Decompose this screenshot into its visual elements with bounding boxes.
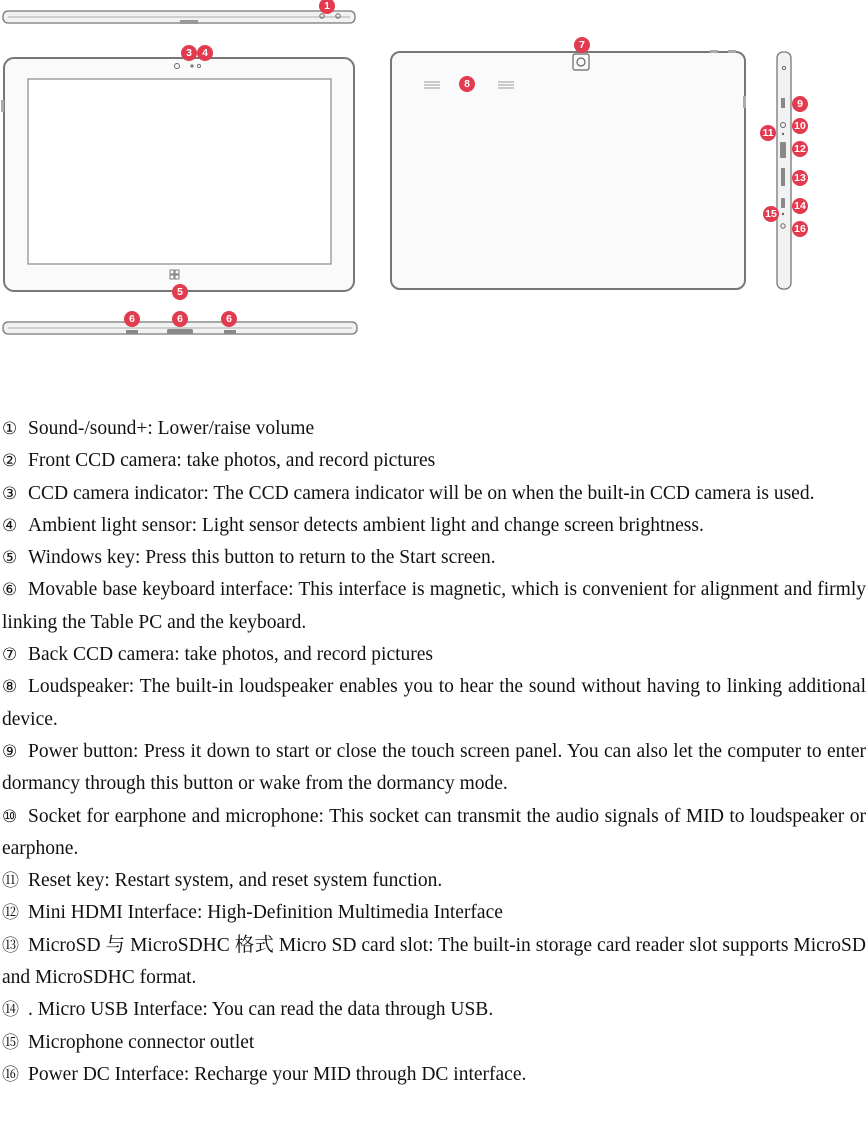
tablet-diagram: [0, 0, 866, 345]
legend-text: Loudspeaker: The built-in loudspeaker enables you to hear the sound without having to linking additional device.: [2, 676, 866, 730]
legend-number: ②: [2, 451, 18, 472]
svg-text:6: 6: [129, 313, 135, 325]
callout-6-center: [172, 311, 188, 327]
legend-text: . Micro USB Interface: You can read the data through USB.: [28, 999, 494, 1021]
legend-text: Ambient light sensor: Light sensor detects ambient light and change screen brightness.: [28, 514, 704, 536]
legend-text: CCD camera indicator: The CCD camera indicator will be on when the built-in CCD camera is used.: [28, 482, 815, 504]
callout-11: [760, 125, 776, 141]
legend-number: ④: [2, 515, 18, 536]
legend-number: ⑯: [2, 1064, 19, 1085]
callout-10: [792, 118, 808, 134]
legend-item-4: [2, 510, 866, 542]
svg-text:4: 4: [202, 47, 208, 59]
legend-text: Front CCD camera: take photos, and record pictures: [28, 450, 436, 472]
tablet-back-view: [391, 50, 746, 289]
legend-number: ⑧: [2, 677, 18, 698]
svg-text:11: 11: [762, 127, 774, 139]
legend-text: Sound-/sound+: Lower/raise volume: [28, 418, 315, 439]
svg-text:7: 7: [579, 39, 585, 51]
callout-6-right: [221, 311, 237, 327]
legend-text: Reset key: Restart system, and reset system function.: [28, 870, 443, 892]
callout-16: [792, 221, 808, 237]
legend-number: ③: [2, 483, 18, 504]
svg-text:5: 5: [177, 286, 183, 298]
legend-item-12: [2, 897, 866, 929]
feature-legend: [2, 413, 866, 1091]
legend-item-2: [2, 445, 866, 477]
callout-12: [792, 141, 808, 157]
legend-text: Socket for earphone and microphone: This socket can transmit the audio signals of MID to loudspeaker or earphone.: [2, 805, 866, 859]
legend-item-8: [2, 671, 866, 736]
legend-text: MicroSD 与 MicroSDHC 格式 Micro SD card slot: The built-in storage card reader slot supports MicroSD and MicroSDHC format.: [2, 934, 866, 989]
legend-number: ⑭: [2, 1000, 19, 1021]
legend-number: ⑬: [2, 935, 19, 956]
tablet-top-edge: [3, 11, 355, 24]
legend-text: Microphone connector outlet: [28, 1031, 255, 1053]
legend-text: Mini HDMI Interface: High-Definition Multimedia Interface: [28, 902, 503, 924]
legend-item-15: [2, 1027, 866, 1059]
svg-text:8: 8: [464, 78, 470, 90]
svg-text:14: 14: [794, 200, 806, 212]
legend-number: ⑦: [2, 645, 18, 666]
legend-item-1: [2, 413, 866, 445]
callout-9: [792, 96, 808, 112]
legend-item-10: [2, 801, 866, 866]
callout-7: [574, 37, 590, 53]
legend-text: Back CCD camera: take photos, and record pictures: [28, 644, 434, 666]
legend-item-16: [2, 1059, 866, 1091]
svg-text:6: 6: [226, 313, 232, 325]
tablet-front-view: [1, 58, 354, 291]
callout-5: [172, 284, 188, 300]
svg-text:13: 13: [794, 172, 806, 184]
callout-13: [792, 170, 808, 186]
legend-item-9: [2, 736, 866, 801]
svg-text:15: 15: [765, 208, 777, 220]
callout-8: [459, 76, 475, 92]
legend-item-3: [2, 478, 866, 510]
legend-item-5: [2, 542, 866, 574]
svg-text:16: 16: [794, 223, 806, 235]
legend-item-13: [2, 930, 866, 995]
svg-text:3: 3: [186, 47, 192, 59]
legend-text: Power DC Interface: Recharge your MID through DC interface.: [28, 1063, 527, 1085]
legend-number: ⑤: [2, 548, 18, 569]
tablet-side-view: [777, 52, 791, 289]
legend-item-14: [2, 994, 866, 1026]
legend-text: Windows key: Press this button to return to the Start screen.: [28, 547, 496, 569]
legend-number: ⑥: [2, 580, 18, 601]
legend-number: ⑪: [2, 871, 19, 892]
legend-text: Power button: Press it down to start or close the touch screen panel. You can also let the computer to enter dormancy through this button or wake from the dormancy mode.: [2, 740, 866, 795]
callout-15: [763, 206, 779, 222]
svg-text:9: 9: [797, 98, 803, 110]
svg-text:1: 1: [324, 0, 330, 12]
svg-text:10: 10: [794, 120, 806, 132]
legend-number: ⑫: [2, 903, 19, 924]
legend-item-11: [2, 865, 866, 897]
callout-6-left: [124, 311, 140, 327]
legend-number: ⑨: [2, 741, 18, 762]
svg-text:12: 12: [794, 143, 806, 155]
callout-4: [197, 45, 213, 61]
legend-item-7: [2, 639, 866, 671]
legend-text: Movable base keyboard interface: This interface is magnetic, which is convenient for alignment and firmly linking the Table PC and the keyboard.: [2, 579, 866, 633]
svg-text:6: 6: [177, 313, 183, 325]
callout-14: [792, 198, 808, 214]
legend-number: ①: [2, 419, 18, 439]
legend-number: ⑩: [2, 806, 18, 827]
legend-number: ⑮: [2, 1032, 19, 1053]
legend-item-6: [2, 574, 866, 639]
callout-3: [181, 45, 197, 61]
